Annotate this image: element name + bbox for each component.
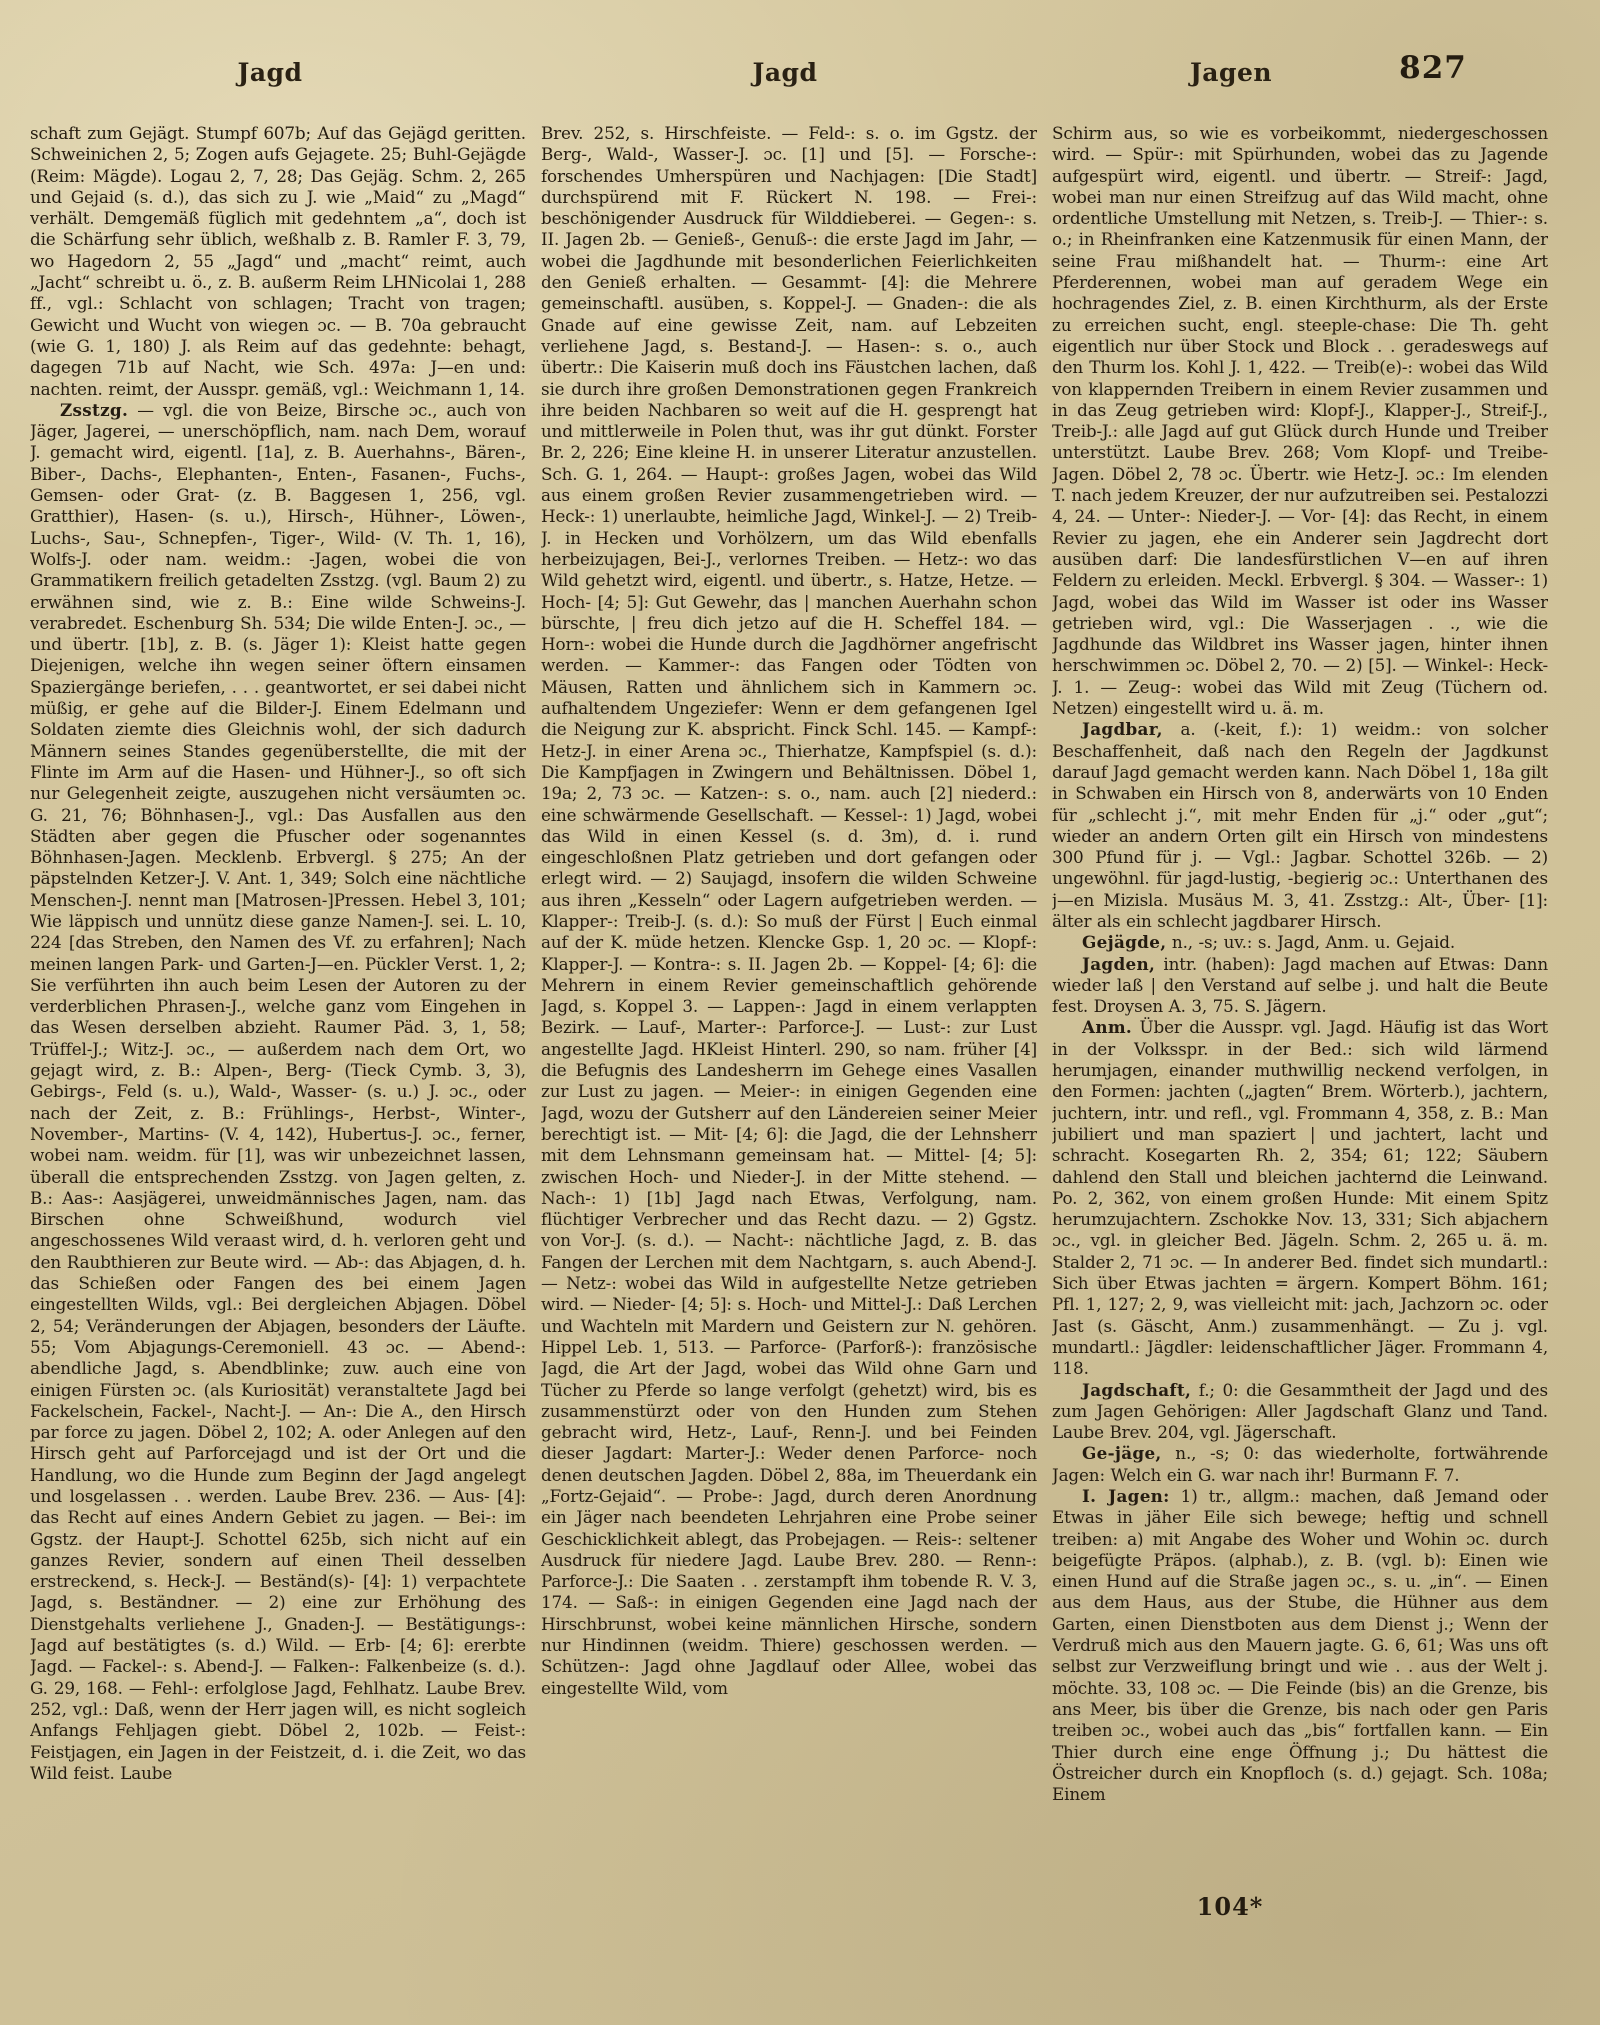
entry-headword: Anm. bbox=[1082, 1017, 1133, 1038]
paragraph-text: — vgl. die von Beize, Birsche ɔc., auch von Jäger, Jagerei, — unerschöpflich, nam. nach Dem, worauf J. gemacht wird, eigentl. [1a], z. B. Auerhahns-, Bären-, Biber-, Dachs-, Elephanten-, Enten-, Fasanen-, Fuchs-, Gemsen- oder Grat- (z. B. Baggesen 1, 256, vgl. Gratthier), Hasen- (s. u.), Hirsch-, Hühner-, Löwen-, Luchs-, Sau-, Schnepfen-, Tiger-, Wild- (V. Th. 1, 16), Wolfs-J. oder nam. weidm.: -Jagen, wobei die von Grammatikern freilich getadelten Zsstzg. (vgl. Baum 2) zu erwähnen sind, wie z. B.: Eine wilde Schweins-J. verabredet. Eschenburg Sh. 534; Die wilde Enten-J. ɔc., — und übertr. [1b], z. B. (s. Jäger 1): Kleist hatte gegen Diejenigen, welche ihn wegen seiner öftern einsamen Spaziergänge beriefen, . . . geantwortet, er sei dabei nicht müßig, er gehe auf die Bilder-J. Einem Edelmann und Soldaten ziemte dies Gleichnis wohl, der sich dadurch Männern seines Standes gegenüberstellte, die mit der Flinte im Arm auf die Hasen- und Hühner-J., so oft sich nur Gelegenheit zeigte, auszugehen nicht versäumten ɔc. G. 21, 76; Böhnhasen-J., vgl.: Das Ausfallen aus den Städten aber gegen die Pfuscher oder sogenanntes Böhnhasen-Jagen. Mecklenb. Erbvergl. § 275; An der päpstelnden Ketzer-J. V. Ant. 1, 349; Solch eine nächtliche Menschen-J. nennt man [Matrosen-]Pressen. Hebel 3, 101; Wie läppisch und unnütz diese ganze Namen-J. sei. L. 10, 224 [das Streben, den Namen des Vf. zu erfahren]; Nach meinen langen Park- und Garten-J—en. Pückler Verst. 1, 2; Sie verführten ihn auch beim Lesen der Autoren zu der verderblichen Phrasen-J., welche ganz vom Eingehen in das Wesen derselben abzieht. Raumer Päd. 3, 1, 58; Trüffel-J.; Witz-J. ɔc., — außerdem nach dem Ort, wo gejagt wird, z. B.: Alpen-, Berg- (Tieck Cymb. 3, 3), Gebirgs-, Feld (s. u.), Wald-, Wasser- (s. u.) J. ɔc., oder nach der Zeit, z. B.: Frühlings-, Herbst-, Winter-, November-, Martins- (V. 4, 142), Hubertus-J. ɔc., ferner, wobei nam. weidm. für [1], was wir unbezeichnet lassen, überall die entsprechenden Zsstzg. von Jagen gelten, z. B.: Aas-: Aasjägerei, unweidmännisches Jagen, nam. das Birschen ohne Schweißhund, wodurch viel angeschossenes Wild veraast wird, d. h. verloren geht und den Raubthieren zur Beute wird. — Ab-: das Abjagen, d. h. das Schießen oder Fangen des bei einem Jagen eingestellten Wilds, vgl.: Bei dergleichen Abjagen. Döbel 2, 54; Veränderungen der Abjagen, besonders der Läufte. 55; Vom Abjagungs-Ceremoniell. 43 ɔc. — Abend-: abendliche Jagd, s. Abendblinke; zuw. auch eine von einigen Fürsten ɔc. (als Kuriosität) veranstaltete Jagd bei Fackelschein, Fackel-, Nacht-J. — An-: Die A., den Hirsch par force zu jagen. Döbel 2, 102; A. oder Anlegen auf den Hirsch geht auf Parforcejagd und ist der Ort und die Handlung, wo die Hunde zum Beginn der Jagd angelegt und losgelassen . . werden. Laube Brev. 236. — Aus- [4]: das Recht auf eines Andern Gebiet zu jagen. — Bei-: im Ggstz. der Haupt-J. Schottel 625b, sich nicht auf ein ganzes Revier, sondern auf einen Theil desselben erstreckend, s. Heck-J. — Beständ(s)- [4]: 1) verpachtete Jagd, s. Beständner. — 2) eine zur Erhöhung des Dienstgehalts verliehene J., Gnaden-J. — Bestätigungs-: Jagd auf bestätigtes (s. d.) Wild. — Erb- [4; 6]: ererbte Jagd. — Fackel-: s. Abend-J. — Falken-: Falkenbeize (s. d.). G. 29, 168. — Fehl-: erfolglose Jagd, Fehlhatz. Laube Brev. 252, vgl.: Daß, wenn der Herr jagen will, es nicht sogleich Anfangs Fehljagen giebt. Döbel 2, 102b. — Feist-: Feistjagen, ein Jagen in der Feistzeit, d. i. die Zeit, wo das Wild feist. Laube bbox=[30, 399, 526, 1783]
paragraph-text: schaft zum Gejägt. Stumpf 607b; Auf das Gejägd geritten. Schweinichen 2, 5; Zogen aufs Gejagete. 25; Buhl-Gejägde (Reim: Mägde). Logau 2, 7, 28; Das Gejäg. Schm. 2, 265 und Gejaid (s. d.), das sich zu J. wie „Maid“ zu „Magd“ verhält. Demgemäß füglich mit gedehntem „a“, doch ist die Schärfung sehr üblich, weßhalb z. B. Ramler F. 3, 79, wo Hagedorn 2, 55 „Jagd“ und „macht“ reimt, auch „Jacht“ schreibt u. ö., z. B. außerm Reim LHNicolai 1, 288 ff., vgl.: Schlacht von schlagen; Tracht von tragen; Gewicht und Wucht von wiegen ɔc. — B. 70a gebraucht (wie G. 1, 180) J. als Reim auf das gedehnte: behagt, dagegen 71b auf Nacht, wie Sch. 497a: J—en und: nachten. reimt, der Ausspr. gemäß, vgl.: Weichmann 1, 14. bbox=[30, 123, 526, 399]
text-column-1 bbox=[30, 123, 526, 1925]
paragraph-text: 1) tr., allgm.: machen, daß Jemand oder Etwas in jäher Eile sich bewege; heftig und schnell treiben: a) mit Angabe des Woher und Wohin ɔc. durch beigefügte Präpos. (alphab.), z. B. (vgl. b): Einen wie einen Hund auf die Straße jagen ɔc., s. u. „in“. — Einen aus dem Haus, aus der Stube, die Hühner aus dem Garten, einen Dienstboten aus dem Dienst j.; Wenn der Verdruß mich aus den Mauern jagte. G. 6, 61; Was uns oft selbst zur Verzweiflung bringt und wie . . aus der Welt j. möchte. 33, 108 ɔc. — Die Feinde (bis) an die Grenze, bis ans Meer, bis über die Grenze, bis nach oder gen Paris treiben ɔc., wobei auch das „bis“ fortfallen kann. — Ein Thier durch eine enge Öffnung j.; Du hättest die Östreicher durch ein Knopfloch (s. d.) gejagt. Sch. 108a; Einem bbox=[1052, 1486, 1548, 1805]
entry-headword: Zsstzg. bbox=[60, 399, 129, 420]
entry-headword: Jagden, bbox=[1082, 953, 1156, 974]
text-column-3 bbox=[1052, 123, 1548, 1925]
paragraph bbox=[30, 400, 526, 1784]
paragraph bbox=[1052, 932, 1548, 953]
signature-mark: 104* bbox=[1196, 1892, 1264, 1921]
running-head-center: Jagd bbox=[752, 58, 818, 87]
text-column-2 bbox=[541, 123, 1037, 1925]
page-number: 827 bbox=[1399, 50, 1467, 86]
paragraph bbox=[1052, 954, 1548, 1018]
paragraph-text: n., -s; uv.: s. Jagd, Anm. u. Gejaid. bbox=[1166, 932, 1456, 953]
paragraph bbox=[1052, 1380, 1548, 1444]
entry-headword: Jagdschaft, bbox=[1082, 1379, 1192, 1400]
paragraph-text: intr. (haben): Jagd machen auf Etwas: Dann wieder laß | den Verstand auf selbe j. und halt die Beute fest. Droysen A. 3, 75. S. Jägern. bbox=[1052, 953, 1548, 1017]
paragraph bbox=[1052, 719, 1548, 932]
paragraph bbox=[541, 123, 1037, 1699]
paragraph-text: Über die Ausspr. vgl. Jagd. Häufig ist das Wort in der Volksspr. in der Bed.: sich wild lärmend herumjagen, einander muthwillig neckend verfolgen, in den Formen: jachten („jagten“ Brem. Wörterb.), jachtern, juchtern, intr. und refl., vgl. Frommann 4, 358, z. B.: Man jubiliert und man spaziert | und jachtert, lacht und schracht. Kosegarten Rh. 2, 354; 61; 122; Säubern dahlend den Stall und bleichen jachternd die Leinwand. Po. 2, 362, von einem großen Hunde: Mit einem Spitz herumzujachtern. Zschokke Nov. 13, 331; Sich abjachern ɔc., vgl. in gleicher Bed. Jägeln. Schm. 2, 265 u. ä. m. Stalder 2, 71 ɔc. — In anderer Bed. findet sich mundartl.: Sich über Etwas jachten = ärgern. Kompert Böhm. 161; Pfl. 1, 127; 2, 9, was vielleicht mit: jach, Jachzorn ɔc. oder Jast (s. Gäscht, Anm.) zusammenhängt. — Zu j. vgl. mundartl.: Jägdler: leidenschaftlicher Jäger. Frommann 4, 118. bbox=[1052, 1017, 1548, 1379]
paragraph bbox=[1052, 1017, 1548, 1379]
paragraph bbox=[1052, 1486, 1548, 1805]
paragraph-text: Brev. 252, s. Hirschfeiste. — Feld-: s. o. im Ggstz. der Berg-, Wald-, Wasser-J. ɔc. [1] und [5]. — Forsche-: forschendes Umherspüren und Nachjagen: [Die Stadt] durchspürend mit F. Rückert N. 198. — Frei-: beschönigender Ausdruck für Wilddieberei. — Gegen-: s. II. Jagen 2b. — Genieß-, Genuß-: die erste Jagd im Jahr, — wobei die Jagdhunde mit besonderlichen Feierlichkeiten den Genieß erhalten. — Gesammt- [4]: die Mehrere gemeinschaftl. ausüben, s. Koppel-J. — Gnaden-: die als Gnade auf eine gewisse Zeit, nam. auf Lebzeiten verliehene Jagd, s. Bestand-J. — Hasen-: s. o., auch übertr.: Die Kaiserin muß doch ins Fäustchen lachen, daß sie durch ihre großen Demonstrationen gegen Frankreich ihre beiden Nachbaren so weit auf die H. gesprengt hat und mittlerweile in Polen thut, was ihr gut dünkt. Forster Br. 2, 226; Eine kleine H. in unserer Literatur anzustellen. Sch. G. 1, 264. — Haupt-: großes Jagen, wobei das Wild aus einem großen Revier zusammengetrieben wird. — Heck-: 1) unerlaubte, heimliche Jagd, Winkel-J. — 2) Treib-J. in Hecken und Vorhölzern, um das Wild ebenfalls herbeizujagen, Bei-J., verlornes Treiben. — Hetz-: wo das Wild gehetzt wird, eigentl. und übertr., s. Hatze, Hetze. — Hoch- [4; 5]: Gut Gewehr, das | manchen Auerhahn schon bürschte, | freu dich jetzo auf die H. Scheffel 184. — Horn-: wobei die Hunde durch die Jagdhörner angefrischt werden. — Kammer-: das Fangen oder Tödten von Mäusen, Ratten und ähnlichem sich in Kammern ɔc. aufhaltendem Ungeziefer: Wenn er dem gefangenen Igel die Neigung zur K. abspricht. Finck Schl. 145. — Kampf-: Hetz-J. in einer Arena ɔc., Thierhatze, Kampfspiel (s. d.): Die Kampfjagen in Zwingern und Behältnissen. Döbel 1, 19a; 2, 73 ɔc. — Katzen-: s. o., nam. auch [2] niederd.: eine schwärmende Gesellschaft. — Kessel-: 1) Jagd, wobei das Wild in einen Kessel (s. d. 3m), d. i. rund eingeschloßnen Platz getrieben und dort gefangen oder erlegt wird. — 2) Saujagd, insofern die wilden Schweine aus ihren „Kesseln“ oder Lagern aufgetrieben werden. — Klapper-: Treib-J. (s. d.): So muß der Fürst | Euch einmal auf der K. müde hetzen. Klencke Gsp. 1, 20 ɔc. — Klopf-: Klapper-J. — Kontra-: s. II. Jagen 2b. — Koppel- [4; 6]: die Mehrern in einem Revier gemeinschaftlich gehörende Jagd, s. Koppel 3. — Lappen-: Jagd in einem verlappten Bezirk. — Lauf-, Marter-: Parforce-J. — Lust-: zur Lust angestellte Jagd. HKleist Hinterl. 290, so nam. früher [4] die Befugnis des Landesherrn im Gehege eines Vasallen zur Lust zu jagen. — Meier-: in einigen Gegenden eine Jagd, wozu der Gutsherr auf den Ländereien seiner Meier berechtigt ist. — Mit- [4; 6]: die Jagd, die der Lehnsherr mit dem Lehnsmann gemeinsam hat. — Mittel- [4; 5]: zwischen Hoch- und Nieder-J. in der Mitte stehend. — Nach-: 1) [1b] Jagd nach Etwas, Verfolgung, nam. flüchtiger Verbrecher und das Recht dazu. — 2) Ggstz. von Vor-J. (s. d.). — Nacht-: nächtliche Jagd, z. B. das Fangen der Lerchen mit dem Nachtgarn, s. auch Abend-J. — Netz-: wobei das Wild in aufgestellte Netze getrieben wird. — Nieder- [4; 5]: s. Hoch- und Mittel-J.: Daß Lerchen und Wachteln mit Mardern und Geistern zur N. gehören. Hippel Leb. 1, 513. — Parforce- (Parforß-): französische Jagd, die Art der Jagd, wobei das Wild ohne Garn und Tücher zu Pferde so lange verfolgt (gehetzt) wird, bis es zusammenstürzt oder von den Hunden zum Stehen gebracht wird, Hetz-, Lauf-, Renn-J. und bei Feinden dieser Jagdart: Marter-J.: Weder denen Parforce- noch denen deutschen Jagden. Döbel 2, 88a, im Theuerdank ein „Fortz-Gejaid“. — Probe-: Jagd, durch deren Anordnung ein Jäger nach beendeten Lehrjahren eine Probe seiner Geschicklichkeit ablegt, das Probejagen. — Reis-: seltener Ausdruck für niedere Jagd. Laube Brev. 280. — Renn-: Parforce-J.: Die Saaten . . zerstampft ihm tobende R. V. 3, 174. — Saß-: in einigen Gegenden eine Jagd nach der Hirschbrunst, wobei keine männlichen Hirsche, sondern nur Hindinnen (weidm. Thiere) geschossen werden. — Schützen-: Jagd ohne Jagdlauf oder Allee, wobei das eingestellte Wild, vom bbox=[541, 123, 1037, 1698]
paragraph-text: f.; 0: die Gesammtheit der Jagd und des zum Jagen Gehörigen: Aller Jagdschaft Glanz und Tand. Laube Brev. 204, vgl. Jägerschaft. bbox=[1052, 1379, 1548, 1443]
entry-headword: Ge-jäge, bbox=[1082, 1443, 1162, 1464]
paragraph bbox=[1052, 1443, 1548, 1486]
entry-headword: Jagdbar, bbox=[1082, 719, 1163, 740]
running-head-right: Jagen bbox=[1189, 58, 1273, 87]
running-head-left: Jagd bbox=[237, 58, 303, 87]
entry-headword: I. Jagen: bbox=[1082, 1486, 1170, 1506]
paragraph bbox=[30, 123, 526, 400]
paragraph bbox=[1052, 123, 1548, 719]
paragraph-text: Schirm aus, so wie es vorbeikommt, niedergeschossen wird. — Spür-: mit Spürhunden, wobei das zu Jagende aufgespürt wird, eigentl. und übertr. — Streif-: Jagd, wobei man nur einen Streifzug auf das Wild macht, ohne ordentliche Umstellung mit Netzen, s. Treib-J. — Thier-: s. o.; in Rheinfranken eine Katzenmusik für einen Mann, der seine Frau mißhandelt hat. — Thurm-: eine Art Pferderennen, wobei man auf geradem Wege ein hochragendes Ziel, z. B. einen Kirchthurm, als der Erste zu erreichen sucht, engl. steeple-chase: Die Th. geht eigentlich nur über Stock und Block . . geradeswegs auf den Thurm los. Kohl J. 1, 422. — Treib(e)-: wobei das Wild von klappernden Treibern in einem Revier zusammen und in das Zeug getrieben wird: Klopf-J., Klapper-J., Streif-J., Treib-J.: alle Jagd auf gut Glück durch Hunde und Treiber unterstützt. Laube Brev. 268; Vom Klopf- und Treibe-Jagen. Döbel 2, 78 ɔc. Übertr. wie Hetz-J. ɔc.: Im elenden T. nach jedem Kreuzer, der nur aufzutreiben sei. Pestalozzi 4, 24. — Unter-: Nieder-J. — Vor- [4]: das Recht, in einem Revier zu jagen, ehe ein Anderer sein Jagdrecht dort ausüben darf: Die landesfürstlichen V—en auf ihren Feldern zu erleiden. Meckl. Erbvergl. § 304. — Wasser-: 1) Jagd, wobei das Wild im Wasser ist oder ins Wasser getrieben wird, vgl.: Die Wasserjagen . ., wie die Jagdhunde das Wildbret ins Wasser jagen, hinter ihnen herschwimmen ɔc. Döbel 2, 70. — 2) [5]. — Winkel-: Heck-J. 1. — Zeug-: wobei das Wild mit Zeug (Tüchern od. Netzen) eingestellt wird u. ä. m. bbox=[1052, 123, 1548, 719]
paragraph-text: n., -s; 0: das wiederholte, fortwährende Jagen: Welch ein G. war nach ihr! Burmann F. 7. bbox=[1052, 1443, 1548, 1485]
paragraph-text: a. (-keit, f.): 1) weidm.: von solcher Beschaffenheit, daß nach den Regeln der Jagdkunst darauf Jagd gemacht werden kann. Nach Döbel 1, 18a gilt in Schwaben ein Hirsch von 8, anderwärts von 10 Enden für „schlecht j.“, mit mehr Enden für „j.“ oder „gut“; wieder an andern Orten gilt ein Hirsch von mindestens 300 Pfund für j. — Vgl.: Jagbar. Schottel 326b. — 2) ungewöhnl. für jagd-lustig, -begierig ɔc.: Unterthanen des j—en Mizisla. Musäus M. 3, 41. Zsstzg.: Alt-, Über- [1]: älter als ein schlecht jagdbarer Hirsch. bbox=[1052, 719, 1548, 931]
entry-headword: Gejägde, bbox=[1082, 932, 1167, 953]
